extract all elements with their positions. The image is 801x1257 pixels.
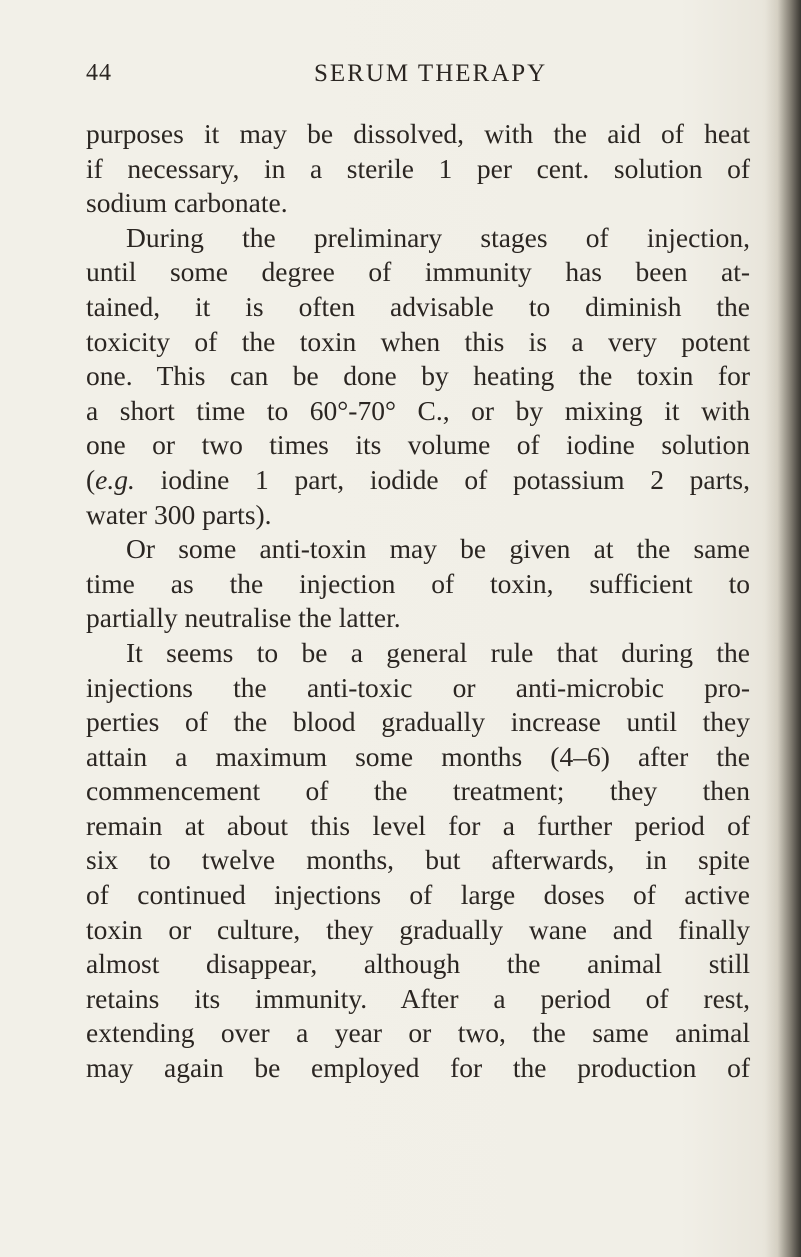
text-line: one. This can be done by heating the toxin for bbox=[86, 360, 750, 392]
text-line: toxin or culture, they gradually wane and finally bbox=[86, 913, 750, 945]
running-head: SERUM THERAPY bbox=[314, 60, 548, 87]
text-line: commencement of the treatment; they then bbox=[86, 775, 750, 807]
text-line: a short time to 60°-70° C., or by mixing it with bbox=[86, 394, 750, 426]
text-line: remain at about this level for a further period of bbox=[86, 809, 750, 841]
text-line: if necessary, in a sterile 1 per cent. solution of bbox=[86, 152, 750, 184]
text-line: attain a maximum some months (4–6) after the bbox=[86, 740, 750, 772]
page-header bbox=[86, 60, 744, 90]
text-line: almost disappear, although the animal still bbox=[86, 948, 750, 980]
text-line: perties of the blood gradually increase until they bbox=[86, 706, 750, 738]
text-line: During the preliminary stages of injection, bbox=[126, 221, 750, 253]
text-line: Or some anti-toxin may be given at the same bbox=[126, 533, 750, 565]
text-line: sodium carbonate. bbox=[86, 187, 288, 219]
text-line: purposes it may be dissolved, with the aid of heat bbox=[86, 118, 750, 149]
page-edge-shadow bbox=[765, 0, 801, 1257]
text-line: It seems to be a general rule that during the bbox=[126, 636, 750, 668]
text-line: water 300 parts). bbox=[86, 498, 272, 530]
text-line: injections the anti-toxic or anti-microbic pro- bbox=[86, 671, 750, 703]
text-line: one or two times its volume of iodine solution bbox=[86, 429, 750, 461]
text-line: partially neutralise the latter. bbox=[86, 602, 401, 634]
italic-abbreviation: e.g. bbox=[95, 463, 135, 495]
text-line: toxicity of the toxin when this is a very potent bbox=[86, 325, 750, 357]
text-line: of continued injections of large doses of active bbox=[86, 879, 750, 911]
text-line: retains its immunity. After a period of rest, bbox=[86, 982, 750, 1014]
text-line: tained, it is often advisable to diminish the bbox=[86, 290, 750, 322]
page-number: 44 bbox=[86, 60, 112, 86]
text-line: until some degree of immunity has been at- bbox=[86, 256, 750, 288]
text-line: may again be employed for the production of bbox=[86, 1052, 750, 1084]
body-text bbox=[86, 117, 750, 1086]
text-line: six to twelve months, but afterwards, in spite bbox=[86, 844, 750, 876]
text-line: time as the injection of toxin, sufficient to bbox=[86, 567, 750, 599]
text-line: (e.g. iodine 1 part, iodide of potassium 2 parts, bbox=[86, 463, 750, 495]
text-line: extending over a year or two, the same animal bbox=[86, 1017, 750, 1049]
